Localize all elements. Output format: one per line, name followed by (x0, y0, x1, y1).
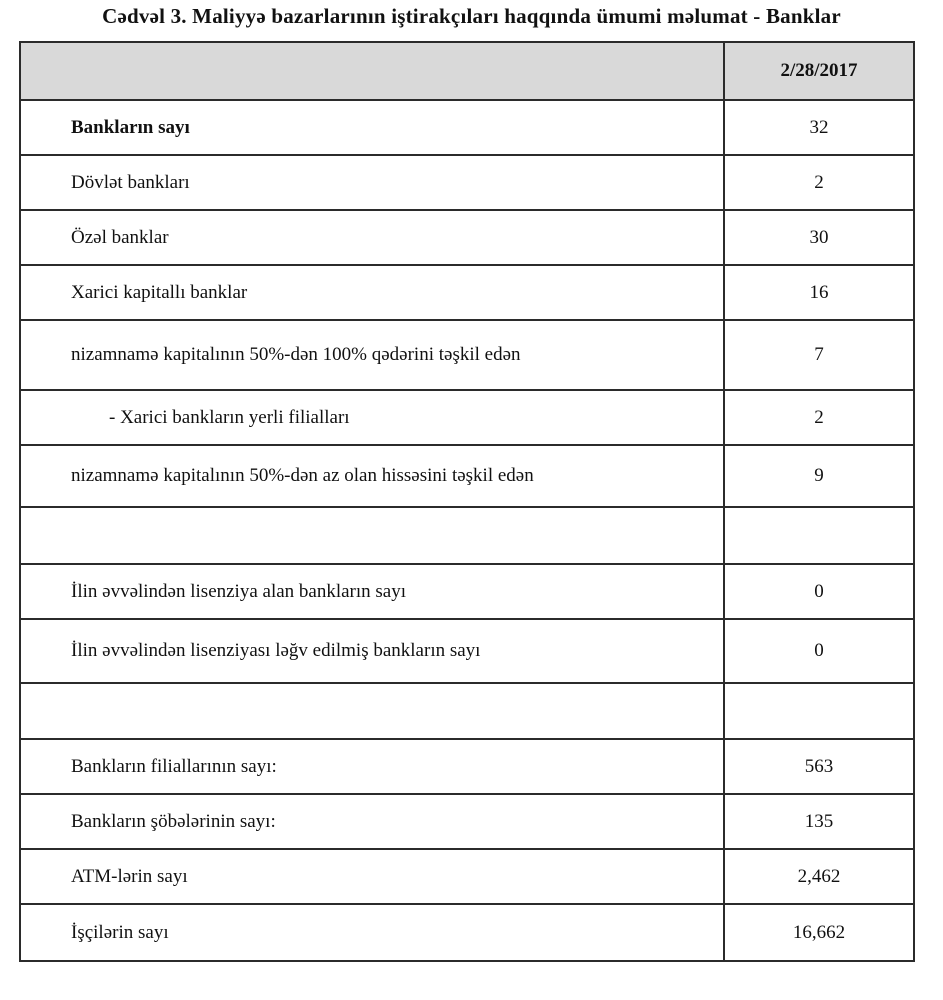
row-bank-departments-count (20, 794, 914, 849)
row-capital-50-to-100-percent (20, 320, 914, 390)
row-value: 16,662 (724, 904, 914, 961)
row-value: 32 (724, 100, 914, 155)
row-value: 30 (724, 210, 914, 265)
row-value: 0 (724, 619, 914, 683)
row-licenses-revoked-ytd (20, 619, 914, 683)
row-label: ATM-lərin sayı (20, 849, 724, 904)
row-value: 7 (724, 320, 914, 390)
row-label: Özəl banklar (20, 210, 724, 265)
banks-table (19, 41, 915, 962)
row-empty-spacer-2 (20, 683, 914, 739)
row-label: İşçilərin sayı (20, 904, 724, 961)
row-label: Xarici kapitallı banklar (20, 265, 724, 320)
header-date-cell: 2/28/2017 (724, 42, 914, 100)
row-value (724, 683, 914, 739)
row-foreign-capital-banks (20, 265, 914, 320)
row-value: 2 (724, 390, 914, 445)
table-title: Cədvəl 3. Maliyyə bazarlarının iştirakçıları haqqında ümumi məlumat - Banklar (102, 4, 841, 28)
row-local-branches-of-foreign-banks (20, 390, 914, 445)
row-label: Bankların filiallarının sayı: (20, 739, 724, 794)
row-value: 0 (724, 564, 914, 619)
row-atm-count (20, 849, 914, 904)
row-state-banks (20, 155, 914, 210)
header-empty-cell (20, 42, 724, 100)
row-label: Bankların sayı (20, 100, 724, 155)
row-capital-under-50-percent (20, 445, 914, 507)
row-value: 135 (724, 794, 914, 849)
row-value (724, 507, 914, 564)
header-row (20, 42, 914, 100)
row-value: 16 (724, 265, 914, 320)
row-private-banks (20, 210, 914, 265)
row-value: 563 (724, 739, 914, 794)
row-value: 2,462 (724, 849, 914, 904)
row-label: nizamnamə kapitalının 50%-dən az olan hissəsini təşkil edən (20, 445, 724, 507)
row-banks-total (20, 100, 914, 155)
row-label (20, 683, 724, 739)
row-empty-spacer-1 (20, 507, 914, 564)
row-label: Dövlət bankları (20, 155, 724, 210)
row-value: 2 (724, 155, 914, 210)
row-employees-count (20, 904, 914, 961)
row-label (20, 507, 724, 564)
row-label: Bankların şöbələrinin sayı: (20, 794, 724, 849)
row-licenses-granted-ytd (20, 564, 914, 619)
row-label: nizamnamə kapitalının 50%-dən 100% qədərini təşkil edən (20, 320, 724, 390)
row-label: İlin əvvəlindən lisenziya alan bankların sayı (20, 564, 724, 619)
row-bank-branches-count (20, 739, 914, 794)
row-label: İlin əvvəlindən lisenziyası ləğv edilmiş bankların sayı (20, 619, 724, 683)
row-label: - Xarici bankların yerli filialları (20, 390, 724, 445)
row-value: 9 (724, 445, 914, 507)
